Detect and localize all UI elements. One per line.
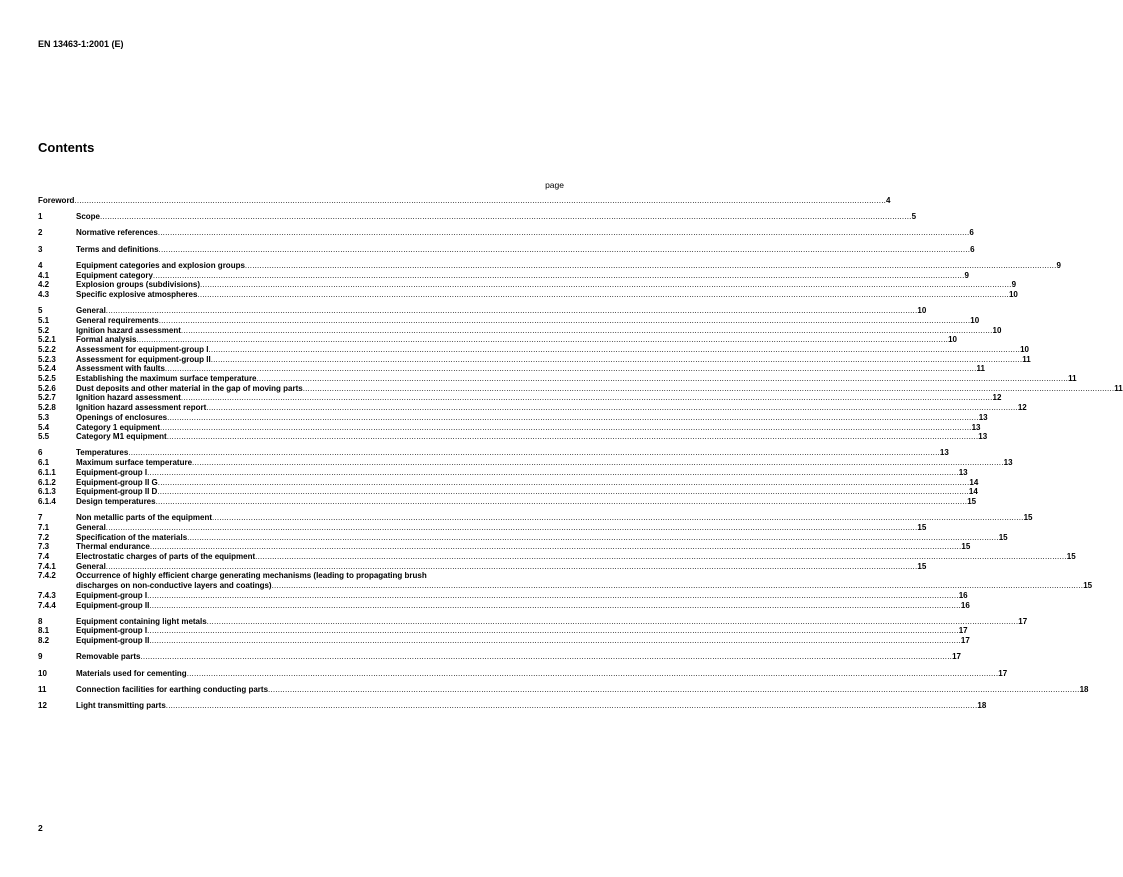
toc-entry-number: 5.3	[38, 412, 50, 422]
toc-entry-title: Equipment-group II	[76, 600, 150, 610]
toc-leader-dots	[272, 581, 1084, 591]
toc-entry-title: Terms and definitions	[76, 244, 159, 254]
toc-leader-dots	[206, 403, 1018, 413]
toc-leader-dots	[167, 413, 979, 423]
toc-leader-dots	[200, 280, 1012, 290]
toc-entry-page: 13	[971, 422, 981, 432]
toc-entry[interactable]	[38, 315, 980, 326]
toc-entry-page: 15	[961, 542, 971, 552]
toc-entry-number: 5	[38, 306, 43, 316]
toc-leader-dots	[211, 355, 1023, 365]
toc-entry-title: Connection facilities for earthing conducting parts	[76, 684, 269, 694]
toc-entry-number: 7.1	[38, 522, 50, 532]
toc-entry-number: 7.4.1	[38, 561, 56, 571]
toc-entry[interactable]	[38, 289, 1018, 300]
toc-entry-title: Maximum surface temperature	[76, 458, 193, 468]
toc-entry-page: 10	[917, 306, 927, 316]
toc-entry-title: Normative references	[76, 228, 158, 238]
toc-entry-title: Assessment with faults	[76, 364, 165, 374]
toc-entry-title: Equipment containing light metals	[76, 616, 207, 626]
toc-entry-title: Explosion groups (subdivisions)	[76, 280, 201, 290]
toc-entry[interactable]	[38, 513, 1033, 523]
toc-entry-title: Assessment for equipment-group I	[76, 344, 209, 354]
toc-entry-number: 7.3	[38, 542, 50, 552]
toc-entry[interactable]	[38, 590, 968, 601]
toc-entry[interactable]	[38, 522, 927, 533]
toc-entry-number: 2	[38, 228, 43, 238]
toc-entry-number: 5.2.6	[38, 383, 56, 393]
toc-entry-title: Equipment-group II	[76, 636, 150, 646]
toc-leader-dots	[303, 384, 1115, 394]
toc-entry-page: 10	[948, 335, 957, 345]
toc-entry-number: 5.2	[38, 325, 50, 335]
toc-entry-title: Equipment-group I	[76, 626, 148, 636]
toc-entry-number: 5.2.2	[38, 344, 56, 354]
toc-leader-dots	[158, 228, 970, 238]
toc-entry-page: 12	[1017, 403, 1027, 413]
toc-entry-page: 11	[1068, 374, 1077, 384]
toc-entry-number: 6.1.1	[38, 467, 56, 477]
toc-entry-title: Equipment-group I	[76, 467, 148, 477]
toc-leader-dots	[106, 306, 918, 316]
toc-entry-title: Equipment category	[76, 270, 153, 280]
toc-entry-page: 17	[958, 626, 968, 636]
toc-entry-page: 11	[976, 364, 985, 374]
toc-entry-number: 5.2.1	[38, 335, 56, 345]
toc-leader-dots	[128, 448, 940, 458]
toc-entry-number: 12	[38, 700, 47, 710]
toc-entry-number: 4.1	[38, 270, 50, 280]
toc-leader-dots	[156, 497, 968, 507]
toc-entry-title: Thermal endurance	[76, 542, 150, 552]
toc-leader-dots	[147, 591, 959, 601]
toc-entry-title: Ignition hazard assessment	[76, 393, 181, 403]
toc-entry-page: 16	[960, 600, 970, 610]
toc-leader-dots	[159, 245, 971, 255]
toc-entry-title: Equipment-group I	[76, 590, 148, 600]
toc-entry-title-continued: discharges on non-conductive layers and coatings)	[76, 581, 272, 591]
toc-entry-number: 6	[38, 448, 43, 458]
toc-entry[interactable]	[38, 467, 968, 478]
toc-entry-number: 4	[38, 260, 43, 270]
toc-entry-page: 16	[958, 590, 968, 600]
toc-entry-number: 7.4	[38, 552, 50, 561]
contents-title: Contents	[38, 140, 95, 155]
toc-entry-title: Occurrence of highly efficient charge generating mechanisms (leading to propagating brush	[76, 571, 427, 581]
toc-entry[interactable]	[38, 325, 1002, 336]
toc-entry-page: 13	[958, 467, 968, 477]
toc-entry-title: Category 1 equipment	[76, 422, 161, 432]
toc-entry[interactable]	[38, 354, 1031, 365]
toc-entry-number: 5.2.8	[38, 403, 56, 413]
toc-entry-number: 8.1	[38, 626, 50, 636]
toc-leader-dots	[212, 513, 1024, 523]
toc-leader-dots	[150, 542, 962, 552]
toc-leader-dots	[207, 617, 1019, 627]
toc-entry-page: 17	[952, 652, 961, 662]
toc-entry-page: 10	[970, 315, 980, 325]
toc-leader-dots	[74, 196, 886, 206]
toc-entry-number: 7.4.2	[38, 571, 56, 581]
toc-entry[interactable]	[38, 412, 988, 423]
document-id: EN 13463-1:2001 (E)	[38, 39, 124, 49]
toc-entry[interactable]	[38, 393, 1002, 403]
toc-entry[interactable]	[38, 477, 979, 488]
toc-entry-title: Electrostatic charges of parts of the equipment	[76, 552, 256, 561]
toc-leader-dots	[181, 326, 993, 336]
toc-entry-title: General	[76, 561, 106, 571]
page-column-label: page	[545, 180, 564, 190]
toc-entry[interactable]	[38, 260, 1061, 271]
toc-entry[interactable]	[38, 626, 968, 636]
toc-entry-number: 5.5	[38, 432, 50, 442]
toc-entry-page: 10	[1008, 289, 1018, 299]
toc-entry[interactable]	[38, 335, 957, 345]
toc-entry-title: Temperatures	[76, 448, 129, 458]
toc-leader-dots	[140, 652, 952, 662]
toc-entry-number: 5.2.7	[38, 393, 56, 403]
toc-entry-number: 10	[38, 668, 47, 678]
toc-entry[interactable]	[38, 542, 971, 552]
toc-entry-page: 9	[1056, 260, 1061, 270]
toc-entry-number: 5.1	[38, 315, 50, 325]
toc-entry-page: 18	[1079, 684, 1089, 694]
toc-entry-page: 13	[978, 432, 988, 442]
toc-entry[interactable]	[38, 383, 1123, 394]
toc-leader-dots	[166, 701, 978, 711]
toc-entry[interactable]	[38, 448, 949, 458]
toc-entry-number: 1	[38, 212, 43, 222]
toc-entry[interactable]	[38, 422, 981, 433]
toc-leader-dots	[192, 458, 1004, 468]
toc-entry[interactable]	[38, 432, 988, 442]
toc-entry-title: General	[76, 306, 106, 316]
toc-entry-title: Scope	[76, 212, 101, 222]
toc-entry-page: 17	[1018, 616, 1028, 626]
toc-entry-number: 5.2.3	[38, 354, 56, 364]
toc-entry[interactable]	[38, 668, 1008, 679]
toc-entry-page: 6	[969, 228, 974, 238]
toc-entry-page: 4	[886, 196, 891, 205]
toc-entry-page: 9	[1011, 280, 1017, 290]
toc-leader-dots	[167, 432, 979, 442]
toc-entry[interactable]	[38, 616, 1028, 627]
toc-entry-number: 7.4.3	[38, 590, 56, 600]
toc-entry-title: Category M1 equipment	[76, 432, 167, 442]
toc-entry-page: 14	[969, 477, 979, 487]
toc-leader-dots	[268, 685, 1080, 695]
toc-entry[interactable]	[38, 403, 1027, 413]
toc-entry-number: 7.2	[38, 532, 50, 542]
toc-entry-number: 6.1	[38, 458, 50, 468]
toc-entry-number: 5.2.5	[38, 374, 56, 384]
toc-leader-dots	[160, 423, 972, 433]
toc-entry[interactable]	[38, 636, 970, 646]
toc-leader-dots	[257, 374, 1069, 384]
toc-entry-number: 3	[38, 244, 43, 254]
toc-entry[interactable]	[38, 306, 927, 316]
toc-entry-title: Specification of the materials	[76, 532, 188, 542]
toc-entry-page: 10	[1020, 344, 1029, 354]
toc-entry-page: 11	[1022, 354, 1031, 364]
toc-entry-number: 7	[38, 513, 43, 523]
toc-entry-page: 15	[1023, 513, 1033, 523]
toc-entry-page: 15	[1066, 552, 1076, 561]
toc-leader-dots	[149, 601, 961, 611]
toc-entry[interactable]	[38, 364, 985, 374]
toc-entry[interactable]	[38, 652, 961, 662]
toc-entry-title: General requirements	[76, 315, 159, 325]
toc-entry-title: Specific explosive atmospheres	[76, 289, 198, 299]
toc-entry-number: 5.2.4	[38, 364, 56, 374]
toc-leader-dots	[208, 345, 1020, 355]
toc-entry-page: 11	[1114, 383, 1123, 393]
toc-entry-page: 13	[1003, 458, 1013, 468]
toc-leader-dots	[100, 212, 912, 222]
toc-entry-title: Ignition hazard assessment report	[76, 403, 207, 413]
toc-entry-number: 11	[38, 684, 47, 694]
toc-entry[interactable]	[38, 212, 917, 222]
toc-entry-title: Removable parts	[76, 652, 141, 662]
toc-entry-title: Assessment for equipment-group II	[76, 354, 211, 364]
toc-entry-title: Equipment categories and explosion groups	[76, 260, 245, 270]
toc-entry[interactable]	[38, 561, 927, 572]
toc-entry-number: 8.2	[38, 636, 50, 646]
toc-entry-number: 6.1.3	[38, 487, 56, 497]
toc-entry[interactable]	[38, 196, 891, 206]
toc-leader-dots	[181, 393, 993, 403]
toc-entry-page: 15	[917, 522, 927, 532]
toc-leader-dots	[165, 364, 977, 374]
toc-entry-page: 17	[960, 636, 970, 646]
toc-entry-page: 9	[964, 270, 969, 280]
toc-leader-dots	[136, 335, 948, 345]
toc-entry-number: 7.4.4	[38, 600, 56, 610]
toc-entry-page: 15	[917, 561, 927, 571]
toc-entry[interactable]	[38, 244, 975, 255]
toc-entry-title: Establishing the maximum surface temperature	[76, 374, 257, 384]
toc-entry-number: 8	[38, 616, 43, 626]
toc-entry-page: 10	[992, 325, 1002, 335]
toc-leader-dots	[147, 468, 959, 478]
toc-entry-number: 4.3	[38, 289, 50, 299]
toc-entry[interactable]	[38, 280, 1017, 290]
toc-entry-title: General	[76, 522, 106, 532]
toc-leader-dots	[197, 290, 1009, 300]
toc-leader-dots	[187, 669, 999, 679]
toc-entry-title: Dust deposits and other material in the gap of moving parts	[76, 383, 303, 393]
toc-entry-page: 6	[970, 244, 975, 254]
toc-leader-dots	[187, 533, 999, 543]
toc-entry[interactable]	[38, 571, 1093, 591]
toc-entry-title: Ignition hazard assessment	[76, 325, 181, 335]
toc-leader-dots	[159, 316, 971, 326]
toc-leader-dots	[106, 523, 918, 533]
toc-entry-title: Formal analysis	[76, 335, 137, 345]
table-of-contents	[38, 196, 1123, 711]
page-number: 2	[38, 823, 43, 833]
toc-entry-page: 15	[967, 496, 977, 506]
toc-entry[interactable]	[38, 532, 1008, 543]
toc-entry[interactable]	[38, 458, 1013, 468]
toc-entry[interactable]	[38, 684, 1089, 695]
toc-leader-dots	[149, 636, 961, 646]
toc-entry[interactable]	[38, 600, 970, 611]
toc-entry-page: 13	[939, 448, 949, 458]
toc-entry-title: Non metallic parts of the equipment	[76, 513, 213, 523]
toc-entry-page: 15	[1083, 581, 1093, 591]
toc-entry-number: 9	[38, 652, 43, 662]
toc-entry-title: Foreword	[38, 196, 75, 205]
toc-entry-number: 6.1.2	[38, 477, 56, 487]
toc-entry-title: Light transmitting parts	[76, 700, 166, 710]
toc-leader-dots	[158, 478, 970, 488]
toc-leader-dots	[106, 562, 918, 572]
toc-entry[interactable]	[38, 552, 1076, 562]
toc-entry-number: 6.1.4	[38, 496, 56, 506]
toc-entry-page: 12	[992, 393, 1002, 403]
toc-leader-dots	[147, 626, 959, 636]
toc-entry[interactable]	[38, 270, 969, 281]
toc-entry-page: 5	[911, 212, 917, 222]
toc-entry-title: Openings of enclosures	[76, 412, 168, 422]
toc-entry-page: 17	[998, 668, 1008, 678]
toc-leader-dots	[255, 552, 1067, 562]
toc-entry-title: Equipment-group II D	[76, 487, 158, 497]
toc-entry[interactable]	[38, 374, 1077, 384]
toc-leader-dots	[153, 271, 965, 281]
toc-entry-page: 13	[978, 412, 988, 422]
toc-entry-title: Equipment-group II G	[76, 477, 158, 487]
toc-entry-title: Materials used for cementing	[76, 668, 187, 678]
toc-entry[interactable]	[38, 700, 987, 711]
toc-entry[interactable]	[38, 228, 974, 238]
toc-leader-dots	[157, 487, 969, 497]
toc-leader-dots	[245, 261, 1057, 271]
toc-entry-page: 15	[998, 532, 1008, 542]
toc-entry[interactable]	[38, 487, 978, 497]
toc-entry-page: 14	[968, 487, 978, 497]
toc-entry-page: 18	[977, 700, 987, 710]
toc-entry-title: Design temperatures	[76, 496, 156, 506]
toc-entry-number: 5.4	[38, 422, 50, 432]
toc-entry[interactable]	[38, 344, 1029, 355]
toc-entry-number: 4.2	[38, 280, 50, 290]
toc-entry[interactable]	[38, 496, 977, 507]
